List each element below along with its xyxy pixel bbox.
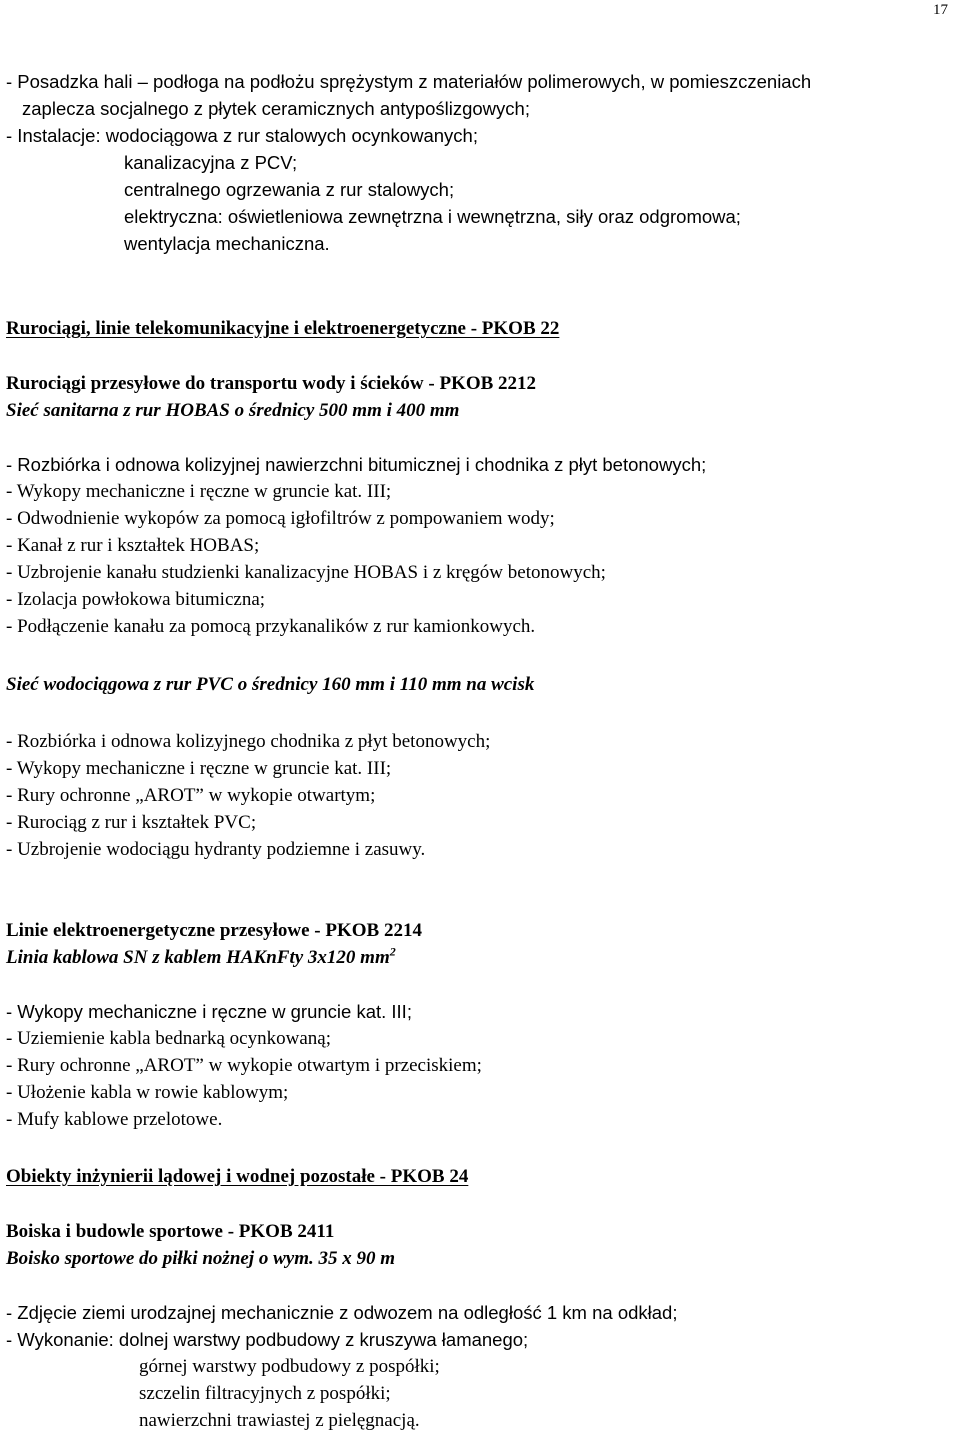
water-item-5: - Uzbrojenie wodociągu hydranty podziemne i zasuwy. — [6, 839, 426, 860]
sanitary-item-7: - Podłączenie kanału za pomocą przykanalików z rur kamionkowych. — [6, 616, 536, 637]
sanitary-item-5: - Uzbrojenie kanału studzienki kanalizacyjne HOBAS i z kręgów betonowych; — [6, 562, 606, 583]
sanitary-item-2: - Wykopy mechaniczne i ręczne w gruncie kat. III; — [6, 481, 392, 502]
field-item-2: - Wykonanie: dolnej warstwy podbudowy z kruszywa łamanego; — [6, 1329, 529, 1350]
water-item-3: - Rury ochronne „AROT” w wykopie otwartym; — [6, 785, 376, 806]
field-item-3: górnej warstwy podbudowy z pospółki; — [139, 1356, 440, 1377]
section-24-heading: Obiekty inżynierii lądowej i wodnej pozostałe - PKOB 24 — [6, 1166, 469, 1187]
sanitary-item-4: - Kanał z rur i kształtek HOBAS; — [6, 535, 260, 556]
section-2411-heading: Boiska i budowle sportowe - PKOB 2411 — [6, 1221, 335, 1242]
sports-field-title: Boisko sportowe do piłki nożnej o wym. 35 x 90 m — [6, 1248, 396, 1269]
sanitary-network-title: Sieć sanitarna z rur HOBAS o średnicy 500 mm i 400 mm — [6, 400, 460, 421]
power-item-2: - Uziemienie kabla bednarką ocynkowaną; — [6, 1028, 331, 1049]
intro-line-5: centralnego ogrzewania z rur stalowych; — [124, 179, 455, 200]
field-item-5: nawierzchni trawiastej z pielęgnacją. — [139, 1410, 420, 1431]
intro-line-2: zaplecza socjalnego z płytek ceramicznych antypoślizgowych; — [22, 98, 530, 119]
field-item-1: - Zdjęcie ziemi urodzajnej mechanicznie z odwozem na odległość 1 km na odkład; — [6, 1302, 678, 1323]
water-network-title: Sieć wodociągowa z rur PVC o średnicy 160 mm i 110 mm na wcisk — [6, 674, 535, 695]
intro-line-7: wentylacja mechaniczna. — [124, 233, 330, 254]
water-item-1: - Rozbiórka i odnowa kolizyjnego chodnika z płyt betonowych; — [6, 731, 491, 752]
section-22-heading: Rurociągi, linie telekomunikacyjne i elektroenergetyczne - PKOB 22 — [6, 318, 560, 339]
intro-line-4: kanalizacyjna z PCV; — [124, 152, 298, 173]
page-number: 17 — [933, 2, 948, 18]
power-item-3: - Rury ochronne „AROT” w wykopie otwartym i przeciskiem; — [6, 1055, 482, 1076]
section-2212-heading: Rurociągi przesyłowe do transportu wody i ścieków - PKOB 2212 — [6, 373, 537, 394]
cable-line-title-superscript: 2 — [389, 944, 396, 959]
cable-line-title — [6, 944, 396, 969]
power-item-1: - Wykopy mechaniczne i ręczne w gruncie kat. III; — [6, 1001, 412, 1022]
water-item-2: - Wykopy mechaniczne i ręczne w gruncie kat. III; — [6, 758, 392, 779]
power-item-5: - Mufy kablowe przelotowe. — [6, 1109, 223, 1130]
section-2214-heading: Linie elektroenergetyczne przesyłowe - PKOB 2214 — [6, 920, 422, 941]
cable-line-title-text: Linia kablowa SN z kablem HAKnFty 3x120 mm — [6, 947, 390, 968]
sanitary-item-3: - Odwodnienie wykopów za pomocą igłofiltrów z pompowaniem wody; — [6, 508, 555, 529]
intro-line-3: - Instalacje: wodociągowa z rur stalowych ocynkowanych; — [6, 125, 478, 146]
sanitary-item-1: - Rozbiórka i odnowa kolizyjnej nawierzchni bitumicznej i chodnika z płyt betonowych; — [6, 454, 707, 475]
intro-line-1: - Posadzka hali – podłoga na podłożu sprężystym z materiałów polimerowych, w pomieszczeniach — [6, 71, 812, 92]
sanitary-item-6: - Izolacja powłokowa bitumiczna; — [6, 589, 266, 610]
field-item-4: szczelin filtracyjnych z pospółki; — [139, 1383, 391, 1404]
water-item-4: - Rurociąg z rur i kształtek PVC; — [6, 812, 257, 833]
power-item-4: - Ułożenie kabla w rowie kablowym; — [6, 1082, 289, 1103]
intro-line-6: elektryczna: oświetleniowa zewnętrzna i wewnętrzna, siły oraz odgromowa; — [124, 206, 741, 227]
